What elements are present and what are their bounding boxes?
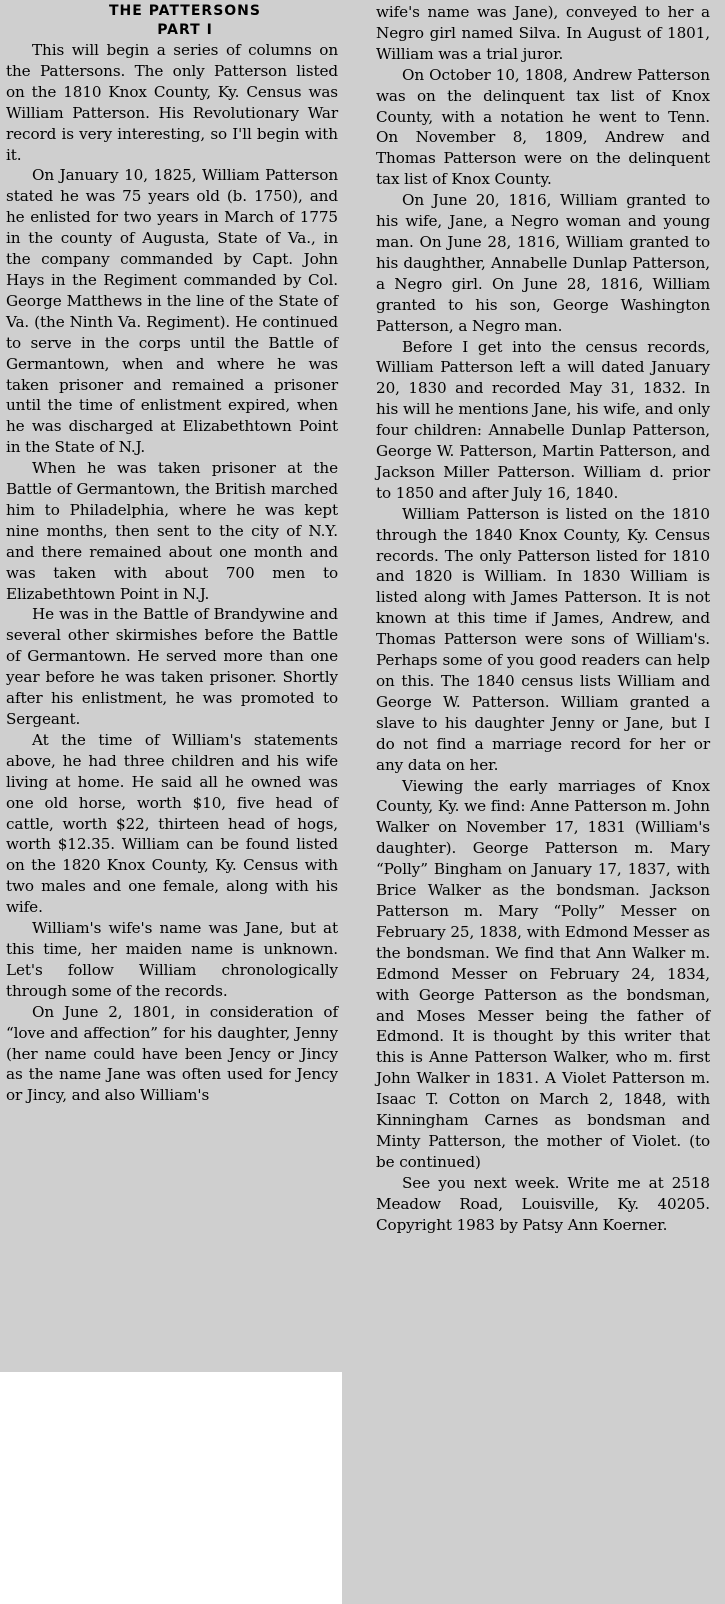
- headline-subtitle: PART I: [157, 22, 213, 38]
- left-column: [6, 2, 338, 1106]
- paragraph: Before I get into the census records, William Patterson left a will dated January 20, 1830 and recorded May 31, 1832. In his will he mentions Jane, his wife, and only four children: Annabelle Dunlap Patterson, George W. Patterson, Martin Patterson, and Jackson Miller Patterson. William d. prior to 1850 and after July 16, 1840.: [376, 337, 710, 502]
- paragraph: On June 20, 1816, William granted to his wife, Jane, a Negro woman and young man. On June 28, 1816, William granted to his daughther, Annabelle Dunlap Patterson, a Negro girl. On June 28, 1816, William granted to his son, George Washington Patterson, a Negro man.: [376, 191, 710, 335]
- paragraph: On October 10, 1808, Andrew Patterson was on the delinquent tax list of Knox County, with a notation he went to Tenn. On November 8, 1809, Andrew and Thomas Patterson were on the delinquent tax list of Knox County.: [376, 65, 710, 189]
- paragraph: At the time of William's statements above, he had three children and his wife living at home. He said all he owned was one old horse, worth $10, five head of cattle, worth $22, thirteen head of hogs, worth $12.35. William can be found listed on the 1820 Knox County, Ky. Census with two males and one female, along with his wife.: [6, 730, 338, 917]
- paragraph: When he was taken prisoner at the Battle of Germantown, the British marched him to Philadelphia, where he was kept nine months, then sent to the city of N.Y. and there remained about one month and was taken with about 700 men to Elizabethtown Point in N.J.: [6, 459, 338, 603]
- continued-paragraph: wife's name was Jane), conveyed to her a Negro girl named Silva. In August of 1801, William was a trial juror.: [376, 3, 710, 63]
- paragraph: This will begin a series of columns on the Pattersons. The only Patterson listed on the 1810 Knox County, Ky. Census was William Patterson. His Revolutionary War record is very interesting, so I'll begin with it.: [6, 41, 338, 164]
- headline-title: THE PATTERSONS: [109, 3, 261, 19]
- paragraph: William's wife's name was Jane, but at this time, her maiden name is unknown. Let's follow William chronologically through some of the records.: [6, 919, 338, 1000]
- paragraph: On January 10, 1825, William Patterson stated he was 75 years old (b. 1750), and he enlisted for two years in March of 1775 in the county of Augusta, State of Va., in the company commanded by Capt. John Hays in the Regiment commanded by Col. George Matthews in the line of the State of Va. (the Ninth Va. Regiment). He continued to serve in the corps until the Battle of Germantown, when and where he was taken prisoner and remained a prisoner until the time of enlistment expired, when he was discharged at Elizabethtown Point in the State of N.J.: [6, 166, 338, 457]
- paragraph: William Patterson is listed on the 1810 through the 1840 Knox County, Ky. Census records. The only Patterson listed for 1810 and 1820 is William. In 1830 William is listed along with James Patterson. It is not known at this time if James, Andrew, and Thomas Patterson were sons of William's. Perhaps some of you good readers can help on this. The 1840 census lists William and George W. Patterson. William granted a slave to his daughter Jenny or Jane, but I do not find a marriage record for her or any data on her.: [376, 504, 710, 774]
- paragraph: On June 2, 1801, in consideration of “love and affection” for his daughter, Jenny (her name could have been Jency or Jincy as the name Jane was often used for Jency or Jincy, and also William's: [6, 1002, 338, 1105]
- closing-paragraph: See you next week. Write me at 2518 Meadow Road, Louisville, Ky. 40205. Copyright 1983 by Patsy Ann Koerner.: [376, 1173, 710, 1234]
- paragraph: Viewing the early marriages of Knox County, Ky. we find: Anne Patterson m. John Walker on November 17, 1831 (William's daughter). George Patterson m. Mary “Polly” Bingham on January 17, 1837, with Brice Walker as the bondsman. Jackson Patterson m. Mary “Polly” Messer on February 25, 1838, with Edmond Messer as the bondsman. We find that Ann Walker m. Edmond Messer on February 24, 1834, with George Patterson as the bondsman, and Moses Messer being the father of Edmond. It is thought by this writer that this is Anne Patterson Walker, who m. first John Walker in 1831. A Violet Patterson m. Isaac T. Cotton on March 2, 1848, with Kinningham Carnes as bondsman and Minty Patterson, the mother of Violet. (to be continued): [376, 776, 710, 1171]
- right-column: [376, 2, 710, 1235]
- paragraph: He was in the Battle of Brandywine and several other skirmishes before the Battle of Germantown. He served more than one year before he was taken prisoner. Shortly after his enlistment, he was promoted to Sergeant.: [6, 605, 338, 728]
